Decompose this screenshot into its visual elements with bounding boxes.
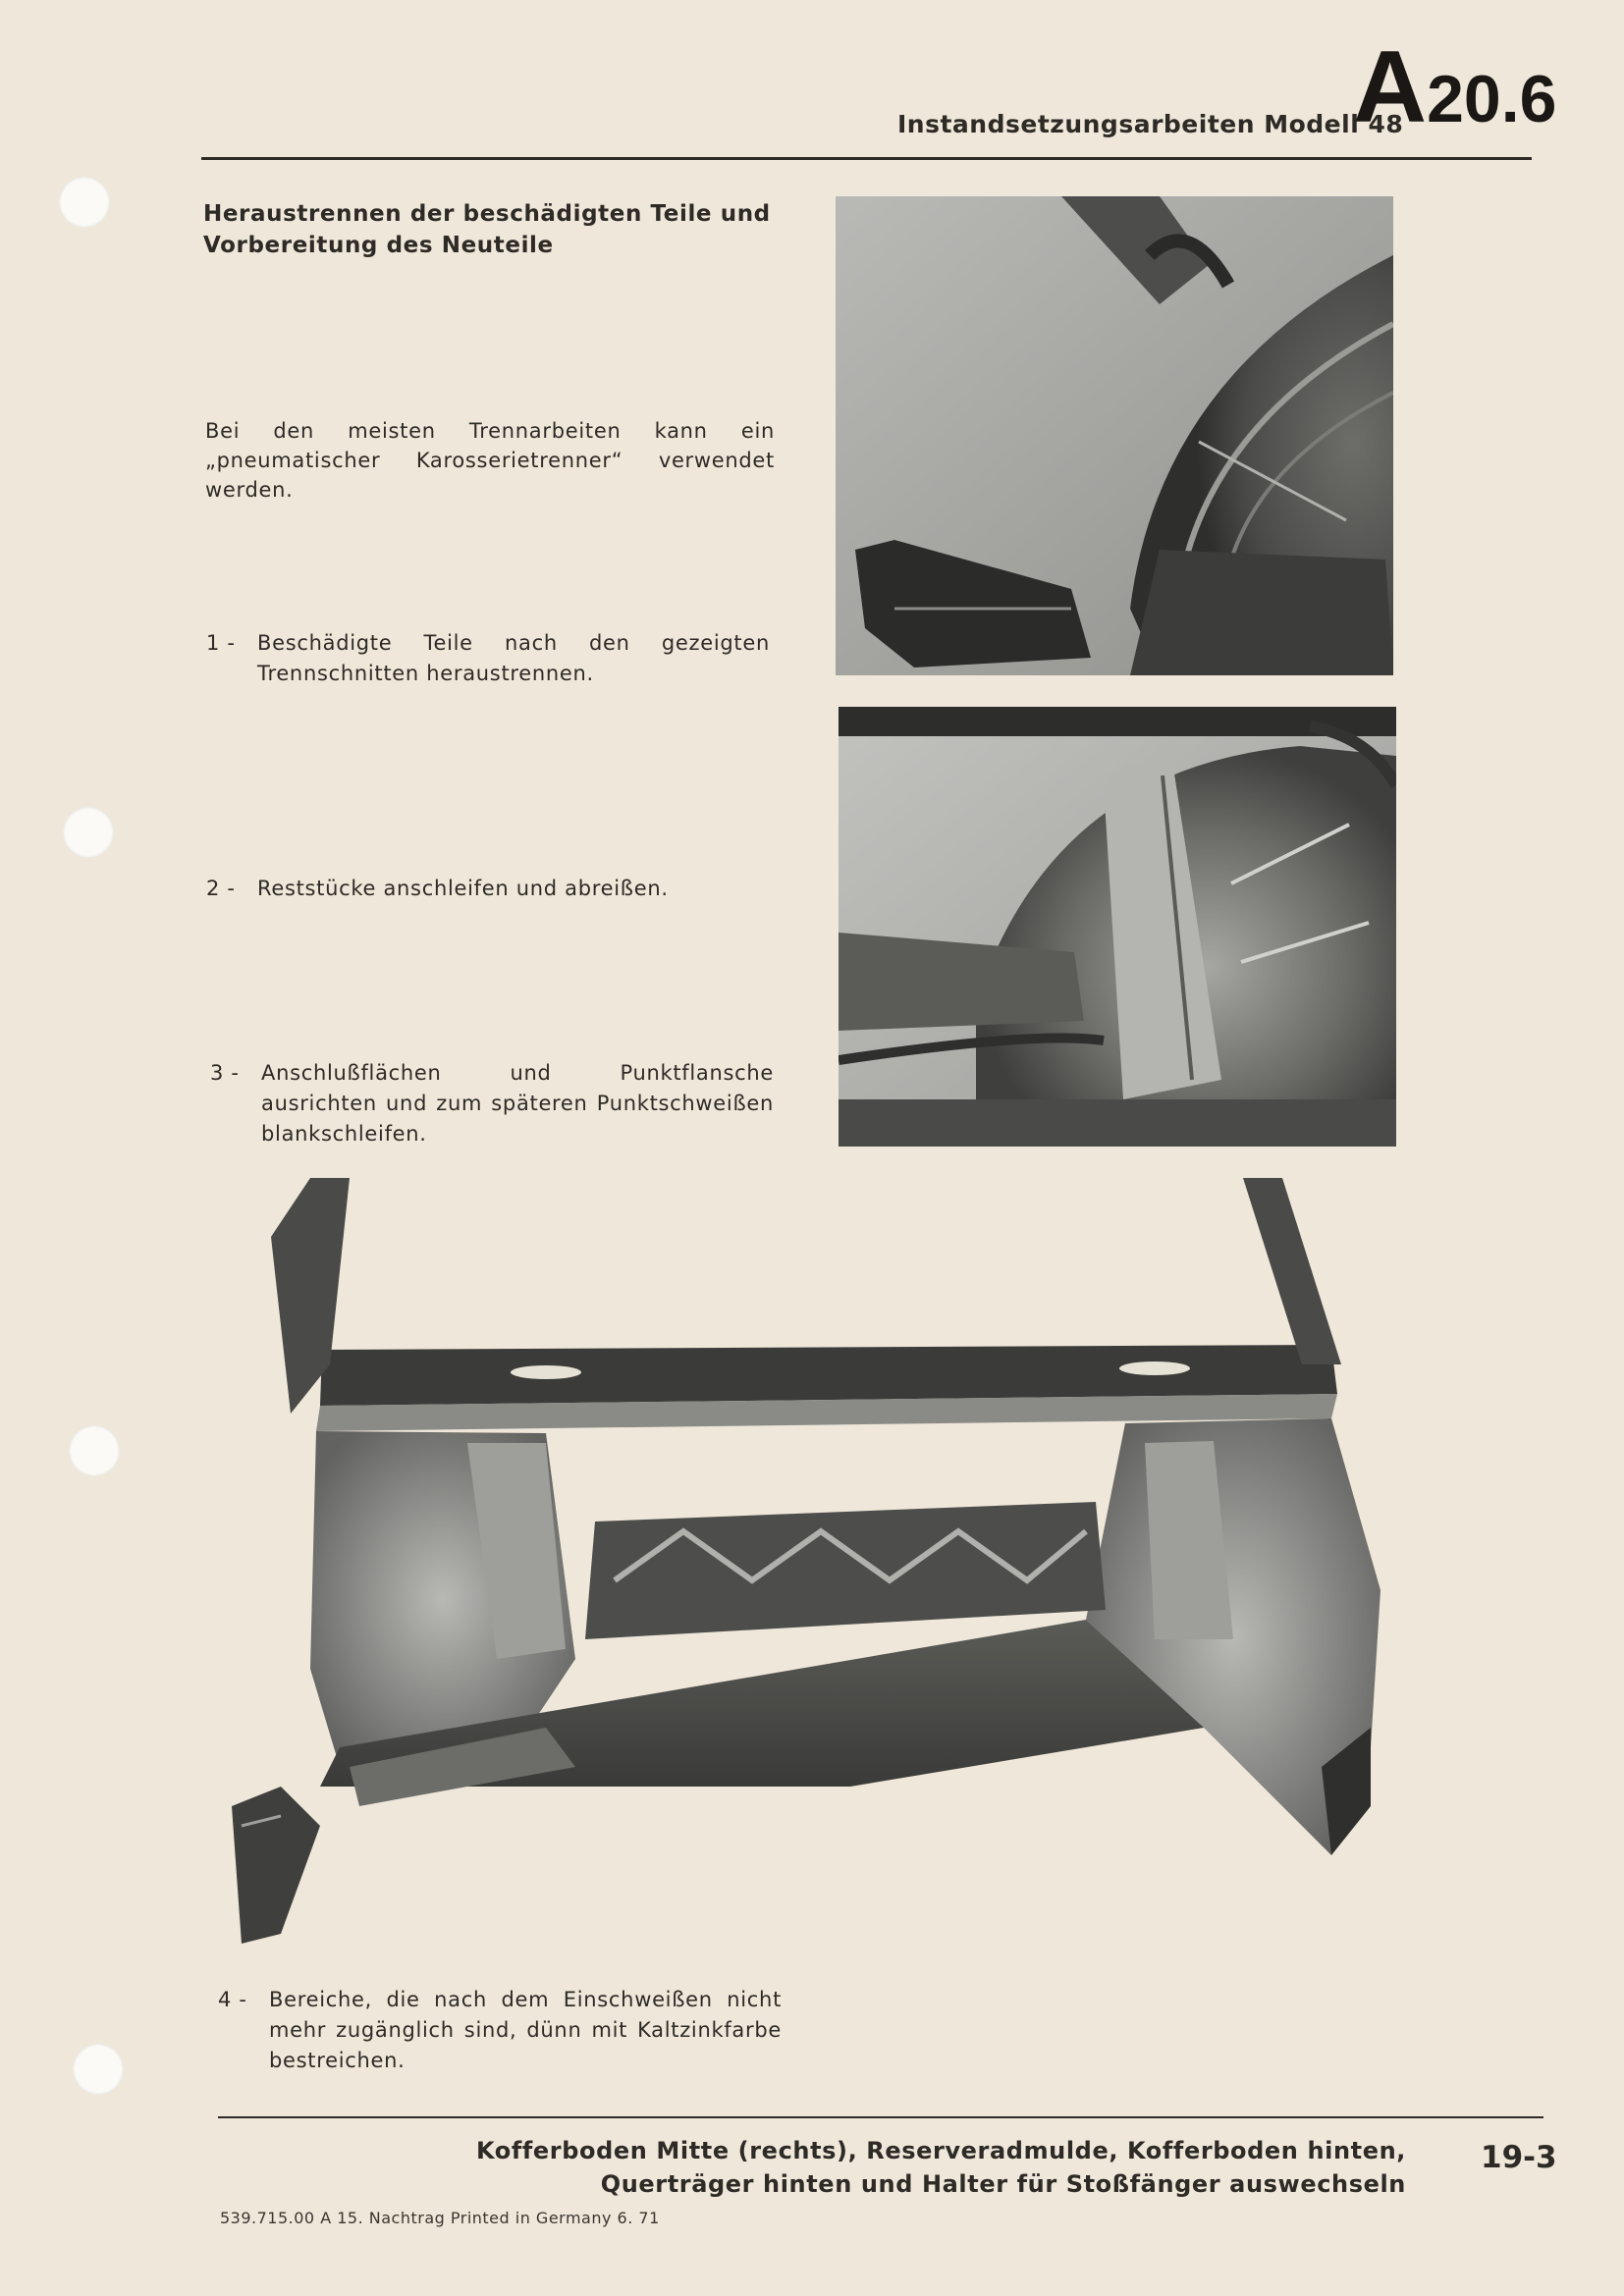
step-item xyxy=(218,1985,782,2083)
footer-title-line: Querträger hinten und Halter für Stoßfänger auswechseln xyxy=(600,2170,1406,2198)
step-text: Beschädigte Teile nach den gezeigten Trennschnitten heraustrennen. xyxy=(257,631,770,685)
step-number: 3 - xyxy=(210,1061,240,1085)
section-code-number: 20 xyxy=(1427,62,1501,136)
step-item xyxy=(206,628,770,697)
step-item xyxy=(206,874,770,909)
step-text: Anschlußflächen und Punktflansche ausrichten und zum späteren Punktschweißen blankschleifen. xyxy=(261,1061,774,1146)
section-heading: Heraustrennen der beschädigten Teile und Vorbereitung des Neuteile xyxy=(203,201,771,258)
binder-hole xyxy=(63,807,114,858)
binder-hole xyxy=(73,2044,124,2095)
binder-hole xyxy=(69,1425,120,1476)
header-rule xyxy=(201,157,1532,160)
photo-rear-body-section xyxy=(222,1178,1400,1953)
footer-rule xyxy=(218,2116,1543,2118)
footer-title xyxy=(476,2134,1406,2201)
binder-hole xyxy=(59,177,110,228)
photo-wheel-arch-bracket xyxy=(836,196,1393,675)
step-number: 4 - xyxy=(218,1988,247,2011)
section-code-letter: A xyxy=(1353,30,1428,144)
header-title: Instandsetzungsarbeiten Modell 48 xyxy=(897,110,1404,138)
step-number: 1 - xyxy=(206,631,236,655)
step-number: 2 - xyxy=(206,877,236,900)
step-item xyxy=(210,1058,774,1156)
step-text: Bereiche, die nach dem Einschweißen nicht mehr zugänglich sind, dünn mit Kaltzinkfarbe bestreichen. xyxy=(269,1988,782,2072)
footer-title-line: Kofferboden Mitte (rechts), Reserveradmulde, Kofferboden hinten, xyxy=(475,2137,1406,2164)
page-number: 19-3 xyxy=(1481,2140,1557,2175)
section-code-suffix: .6 xyxy=(1500,62,1557,136)
photo-wheel-house xyxy=(839,707,1396,1147)
intro-paragraph: Bei den meisten Trennarbeiten kann ein „pneumatischer Karosserietrenner“ verwendet werden. xyxy=(205,419,775,502)
step-text: Reststücke anschleifen und abreißen. xyxy=(257,877,669,900)
imprint: 539.715.00 A 15. Nachtrag Printed in Germany 6. 71 xyxy=(220,2209,660,2227)
section-code xyxy=(1353,29,1556,146)
